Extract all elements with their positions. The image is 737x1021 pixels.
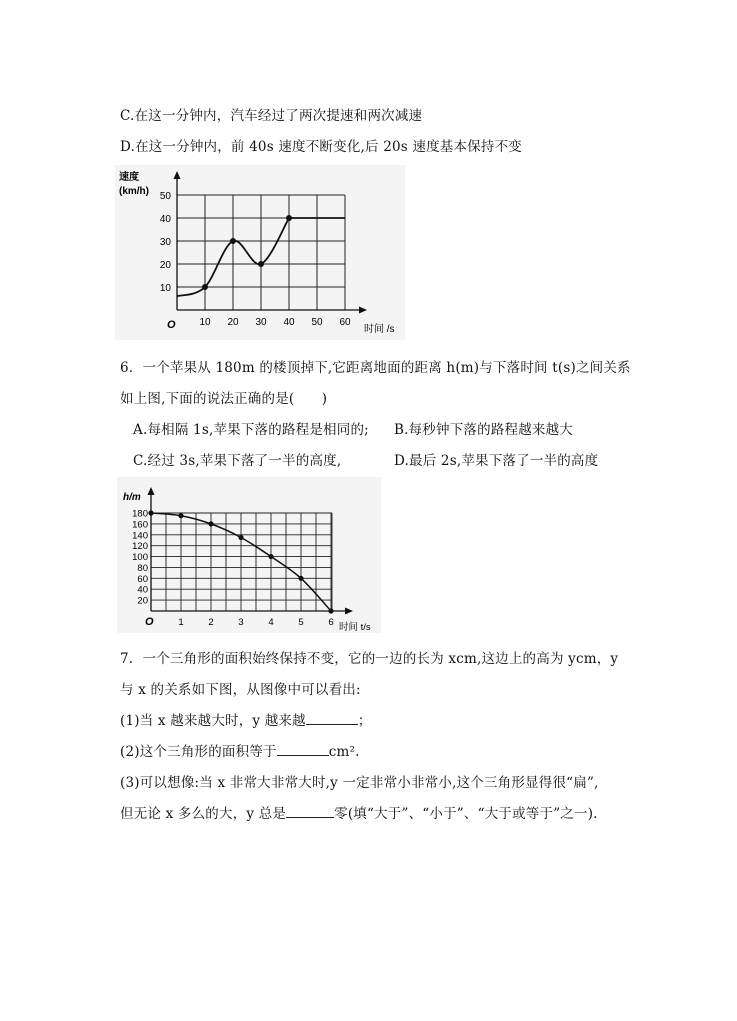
y-tick-label: 120 — [132, 541, 148, 553]
y-tick-label: 80 — [137, 562, 148, 574]
q7-part-1 — [120, 709, 372, 729]
data-point — [286, 215, 292, 221]
q5-option-c: C.在这一分钟内，汽车经过了两次提速和两次减速 — [120, 108, 423, 124]
q7-stem-line-1: 7．一个三角形的面积始终保持不变，它的一边的长为 xcm,这边上的高为 ycm，y — [120, 651, 619, 667]
y-tick-label: 20 — [159, 260, 171, 271]
height-chart-xlabel: 时间 t/s — [339, 622, 371, 633]
y-tick-label: 10 — [159, 283, 171, 294]
q6-stem-line-2: 如上图,下面的说法正确的是( ) — [120, 391, 328, 407]
speed-chart-ylabel-2: (km/h) — [119, 186, 149, 197]
speed-chart — [115, 165, 405, 340]
data-point — [258, 261, 264, 267]
x-tick-label: 40 — [283, 317, 295, 328]
x-tick-label: 4 — [268, 617, 274, 628]
q6-option-a: A.每相隔 1s,苹果下落的路程是相同的; — [133, 422, 369, 438]
q7-part-3-line-1: (3)可以想像:当 x 非常大非常大时,y 一定非常小非常小,这个三角形显得很“扁”, — [120, 775, 599, 791]
data-point — [268, 554, 273, 559]
x-tick-label: 6 — [328, 617, 334, 628]
q6-option-b: B.每秒钟下落的路程越来越大 — [394, 422, 574, 438]
y-tick-label: 40 — [137, 584, 148, 596]
answer-blank-2[interactable] — [277, 741, 329, 756]
answer-blank-3[interactable] — [286, 803, 334, 818]
q7-part-3-line-2 — [120, 802, 598, 822]
x-tick-label: 50 — [311, 317, 323, 328]
x-tick-label: 30 — [255, 317, 267, 328]
answer-blank-1[interactable] — [306, 710, 358, 725]
y-tick-label: 20 — [137, 595, 148, 607]
x-tick-label: 20 — [227, 317, 239, 328]
data-point — [238, 535, 243, 540]
data-point — [230, 238, 236, 244]
y-tick-label: 140 — [132, 530, 148, 542]
y-tick-label: 50 — [159, 191, 171, 202]
x-tick-label: 60 — [339, 317, 351, 328]
data-point — [208, 521, 213, 526]
y-tick-label: 60 — [137, 573, 148, 585]
x-tick-label: 2 — [208, 617, 214, 628]
q7-part-3-suffix: 零(填“大于”、“小于”、“大于或等于”之一). — [334, 806, 598, 822]
data-point — [202, 284, 208, 290]
q7-part-1-prefix: (1)当 x 越来越大时，y 越来越 — [120, 713, 306, 729]
height-chart-ylabel: h/m — [123, 492, 141, 503]
q6-stem-line-1: 6．一个苹果从 180m 的楼顶掉下,它距离地面的距离 h(m)与下落时间 t(s)之间关系 — [120, 360, 631, 376]
q7-part-2-suffix: cm². — [328, 744, 360, 760]
q7-part-1-suffix: ； — [357, 713, 372, 729]
data-point — [298, 576, 303, 581]
height-chart-origin: O — [145, 616, 154, 628]
y-tick-label: 30 — [159, 237, 171, 248]
q5-option-d: D.在这一分钟内，前 40s 速度不断变化,后 20s 速度基本保持不变 — [120, 139, 523, 155]
height-chart — [117, 477, 381, 633]
q7-part-2-prefix: (2)这个三角形的面积等于 — [120, 744, 277, 760]
x-tick-label: 10 — [199, 317, 211, 328]
q7-part-3-prefix: 但无论 x 多么的大，y 总是 — [120, 806, 287, 822]
y-tick-label: 100 — [132, 552, 148, 564]
speed-chart-ylabel-1: 速度 — [119, 172, 139, 183]
q6-option-d: D.最后 2s,苹果下落了一半的高度 — [394, 453, 599, 469]
y-tick-label: 40 — [159, 214, 171, 225]
speed-chart-origin: O — [167, 319, 176, 331]
x-tick-label: 1 — [178, 617, 184, 628]
speed-chart-xlabel: 时间 /s — [364, 324, 395, 335]
y-tick-label: 160 — [132, 519, 148, 531]
q7-stem-line-2: 与 x 的关系如下图，从图像中可以看出: — [120, 682, 361, 698]
x-tick-label: 3 — [238, 617, 244, 628]
x-tick-label: 5 — [298, 617, 304, 628]
q7-part-2 — [120, 740, 360, 760]
data-point — [178, 513, 183, 518]
q6-option-c: C.经过 3s,苹果下落了一半的高度, — [133, 453, 342, 469]
y-tick-label: 180 — [132, 508, 148, 520]
